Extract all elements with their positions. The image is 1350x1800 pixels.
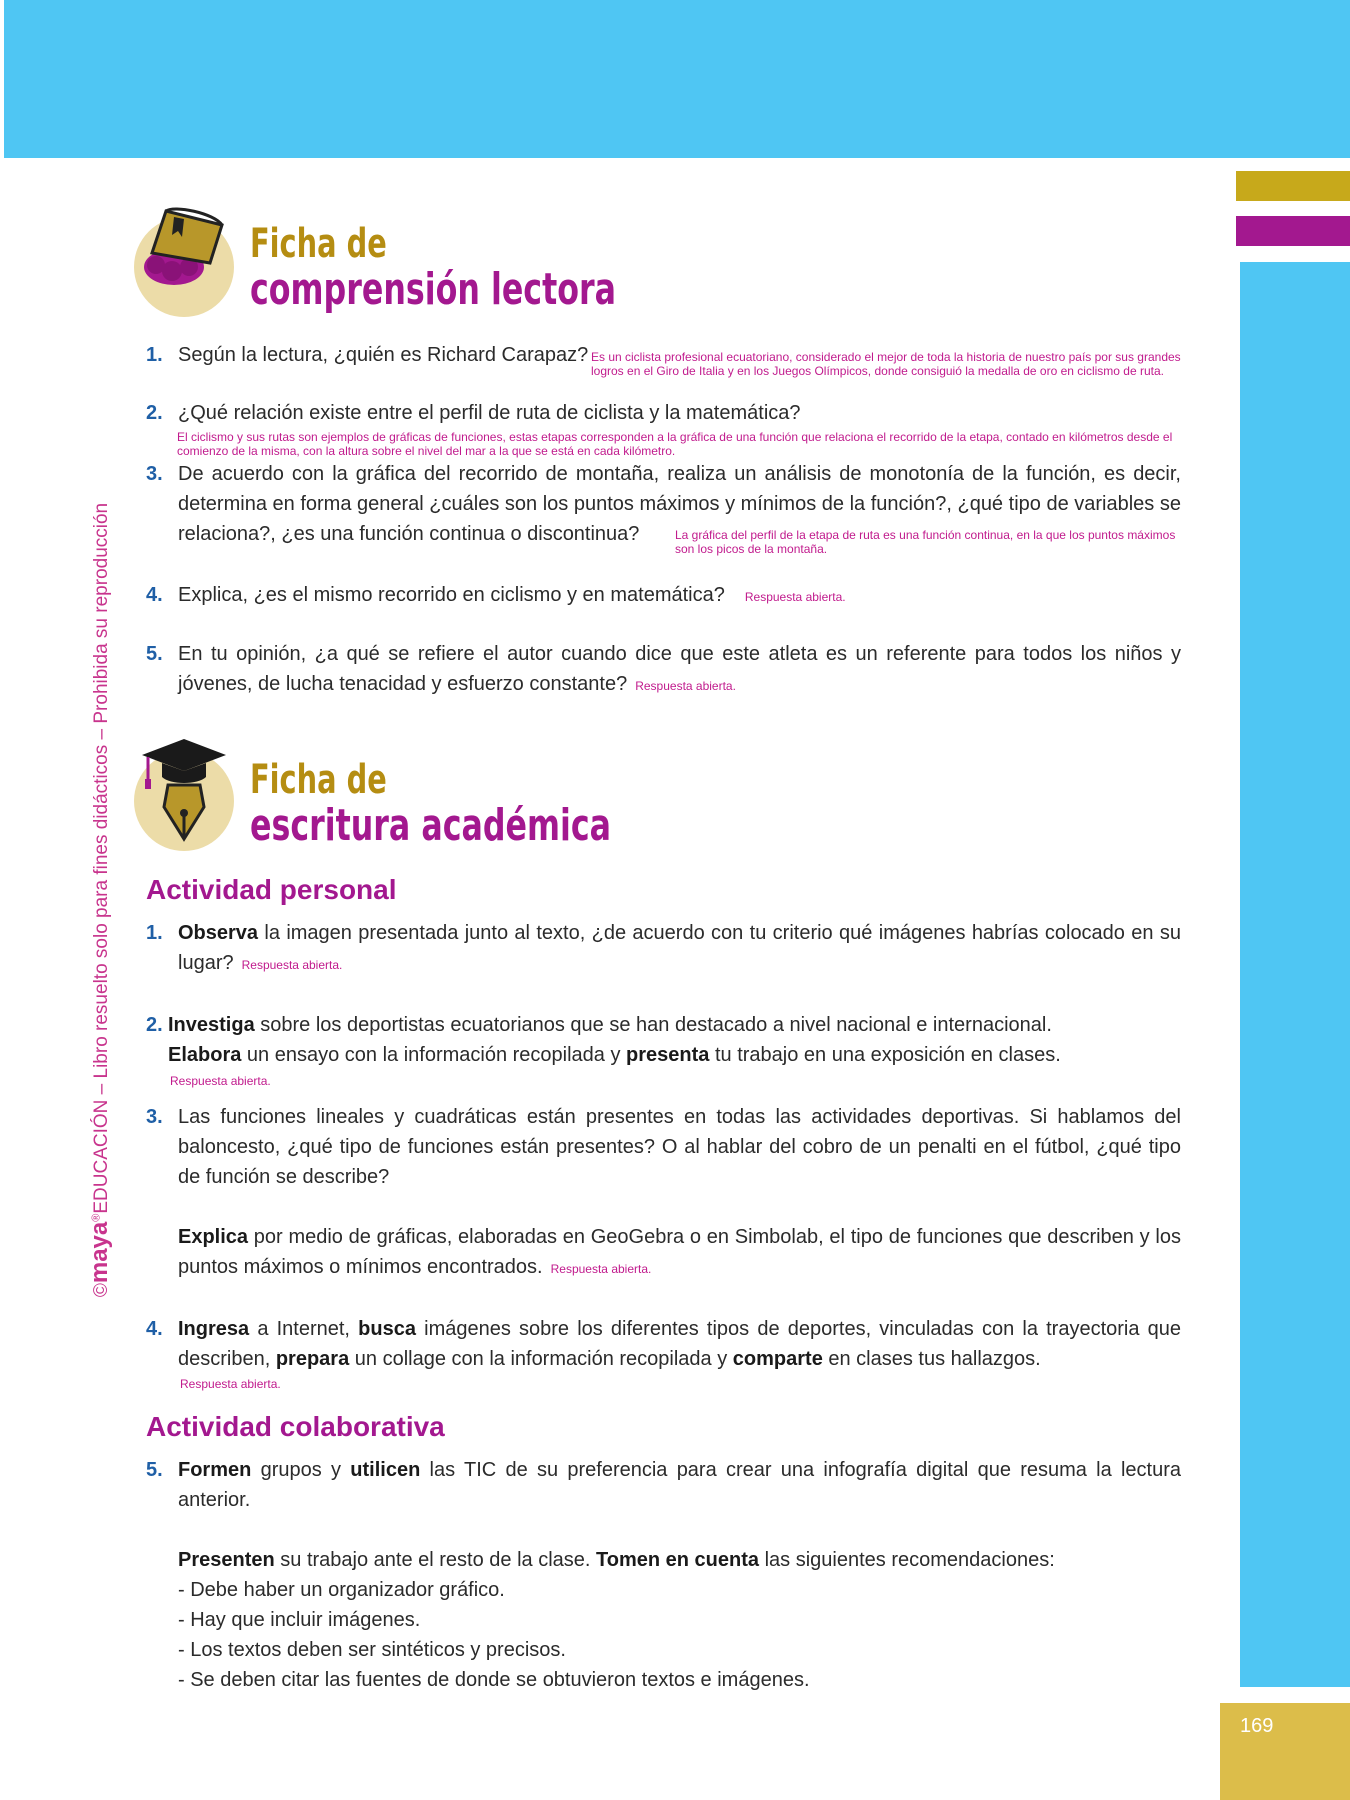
activity-answer: Respuesta abierta. (241, 958, 343, 972)
escritura-section-title (250, 758, 611, 850)
question-text: De acuerdo con la gráfica del recorrido de montaña, realiza un análisis de monotonía de la función, es decir, determina en forma general ¿cuáles son los puntos máximos y mínimos de la función?, ¿qué tipo de variables se relaciona?, ¿es una función continua o discontinua? (178, 463, 1181, 545)
activity-text (178, 918, 1181, 980)
activity-body: grupos y (251, 1459, 351, 1481)
lectura-title-line1: Ficha de (250, 221, 387, 267)
activity-verb: presenta (626, 1044, 710, 1066)
question-number: 3. (146, 463, 163, 485)
activity-verb: prepara (275, 1348, 350, 1370)
activity-verb: Explica (178, 1226, 249, 1248)
page-number: 169 (1240, 1715, 1274, 1737)
question-line (178, 639, 1181, 701)
activity-verb: Tomen en cuenta (596, 1549, 760, 1571)
recommendation-item: - Hay que incluir imágenes. (178, 1609, 421, 1631)
activity-verb: Ingresa (178, 1318, 250, 1340)
escritura-activity-3 (146, 1102, 1181, 1284)
activity-verb: Investiga (168, 1014, 255, 1036)
activity-body: la imagen presentada junto al texto, ¿de acuerdo con tu criterio qué imágenes habrías colocado en su lugar? (178, 922, 1181, 974)
purple-side-tab (1236, 216, 1350, 246)
copyright-rest: EDUCACIÓN – Libro resuelto solo para fines didácticos – Prohibida su reproducción (91, 502, 112, 1214)
activity-text-2 (178, 1222, 1181, 1284)
activity-text (178, 1314, 1181, 1374)
escritura-activity-5 (146, 1455, 1181, 1695)
activity-body: por medio de gráficas, elaboradas en GeoGebra o en Simbolab, el tipo de funciones que describen y los puntos máximos o mínimos encontrados. (178, 1226, 1181, 1278)
lectura-question-4 (146, 580, 1181, 612)
question-text: Explica, ¿es el mismo recorrido en ciclismo y en matemática? (178, 584, 725, 606)
top-band-edge (0, 0, 4, 158)
lectura-answer-3: La gráfica del perfil de la etapa de ruta es una función continua, en la que los puntos máximos son los picos de la montaña. (675, 528, 1176, 556)
actividad-colaborativa-heading: Actividad colaborativa (146, 1411, 445, 1442)
question-line (178, 580, 1181, 612)
top-color-band (0, 0, 1350, 158)
escritura-activity-2 (146, 1010, 1181, 1070)
activity-number: 1. (146, 922, 163, 944)
activity-body: un collage con la información recopilada y (349, 1348, 733, 1370)
activity-number: 5. (146, 1459, 163, 1481)
activity-body: su trabajo ante el resto de la clase. (274, 1549, 597, 1571)
activity-number: 4. (146, 1318, 163, 1340)
book-brain-icon (134, 205, 244, 320)
vertical-copyright-text (86, 503, 114, 1297)
activity-number: 2. (146, 1014, 163, 1036)
activity-body: en clases tus hallazgos. (822, 1348, 1041, 1370)
question-text: En tu opinión, ¿a qué se refiere el autor cuando dice que este atleta es un referente para todos los niños y jóvenes, de lucha tenacidad y esfuerzo constante? (178, 643, 1181, 695)
activity-verb: Presenten (178, 1549, 275, 1571)
activity-body: las siguientes recomendaciones: (759, 1549, 1055, 1571)
activity-body: imágenes sobre los diferentes tipos de deportes, vinculadas con la trayectoria que describen, (178, 1318, 1182, 1370)
question-text: Según la lectura, ¿quién es Richard Carapaz? (178, 344, 589, 366)
copyright-symbol: © (91, 1283, 112, 1298)
activity-verb: busca (358, 1318, 416, 1340)
actividad-personal-heading: Actividad personal (146, 874, 397, 905)
recommendation-item: - Los textos deben ser sintéticos y precisos. (178, 1639, 566, 1661)
escritura-activity-1 (146, 918, 1181, 980)
lectura-answer-2: El ciclismo y sus rutas son ejemplos de gráficas de funciones, estas etapas corresponden a la gráfica de una función que relaciona el recorrido de la etapa, contado en kilómetros desde el comienzo de la misma, con la altura sobre el nivel del mar a la que se está en cada kilómetro. (177, 430, 1173, 458)
activity-text-2 (178, 1545, 1181, 1575)
activity-verb: comparte (732, 1348, 823, 1370)
question-number: 2. (146, 402, 163, 424)
activity-text (178, 1455, 1181, 1515)
recommendation-item: - Se deben citar las fuentes de donde se obtuvieron textos e imágenes. (178, 1669, 810, 1691)
escritura-answer-2: Respuesta abierta. (170, 1074, 271, 1088)
escritura-answer-4: Respuesta abierta. (180, 1377, 281, 1391)
activity-body: tu trabajo en una exposición en clases. (709, 1044, 1061, 1066)
lectura-question-2 (146, 398, 1181, 428)
activity-body: sobre los deportistas ecuatorianos que se han destacado a nivel nacional e internacional. (254, 1014, 1052, 1036)
activity-answer: Respuesta abierta. (550, 1262, 652, 1276)
lectura-answer-1: Es un ciclista profesional ecuatoriano, considerado el mejor de toda la historia de nuestro país por sus grandes logros en el Giro de Italia y en los Juegos Olímpicos, donde consiguió la medalla de oro en ciclismo de ruta. (591, 350, 1181, 378)
escritura-activity-4 (146, 1314, 1181, 1374)
lectura-question-5 (146, 639, 1181, 701)
graduation-pen-icon (134, 737, 249, 852)
activity-number: 3. (146, 1106, 163, 1128)
brand-name: maya (86, 1221, 113, 1284)
registered-mark: ® (90, 1213, 103, 1222)
activity-body: las TIC de su preferencia para crear una infografía digital que resuma la lectura anterior. (178, 1459, 1182, 1511)
activity-verb: Elabora (168, 1044, 242, 1066)
question-number: 4. (146, 584, 163, 606)
escritura-title-line2: escritura académica (250, 800, 612, 851)
activity-verb: utilicen (350, 1459, 421, 1481)
activity-text: Las funciones lineales y cuadráticas están presentes en todas las actividades deportivas. Si hablamos del baloncesto, ¿qué tipo de funciones están presentes? O al hablar del cobro de un penalti en el fútbol, ¿qué tipo de función se describe? (178, 1106, 1181, 1188)
activity-body: a Internet, (249, 1318, 359, 1340)
activity-verb: Observa (178, 922, 259, 944)
question-text: ¿Qué relación existe entre el perfil de ruta de ciclista y la matemática? (178, 402, 801, 424)
question-number: 1. (146, 344, 163, 366)
activity-text (168, 1010, 1181, 1070)
lectura-section-title (250, 222, 616, 314)
gold-side-tab (1236, 171, 1350, 201)
escritura-title-line1: Ficha de (250, 757, 387, 803)
activity-body: un ensayo con la información recopilada y (241, 1044, 627, 1066)
recommendation-item: - Debe haber un organizador gráfico. (178, 1579, 505, 1601)
lectura-answer-4: Respuesta abierta. (744, 590, 846, 604)
activity-verb: Formen (178, 1459, 252, 1481)
lectura-title-line2: comprensión lectora (250, 264, 616, 315)
lectura-answer-5: Respuesta abierta. (635, 679, 736, 693)
right-side-band (1240, 262, 1350, 1687)
question-number: 5. (146, 643, 163, 665)
